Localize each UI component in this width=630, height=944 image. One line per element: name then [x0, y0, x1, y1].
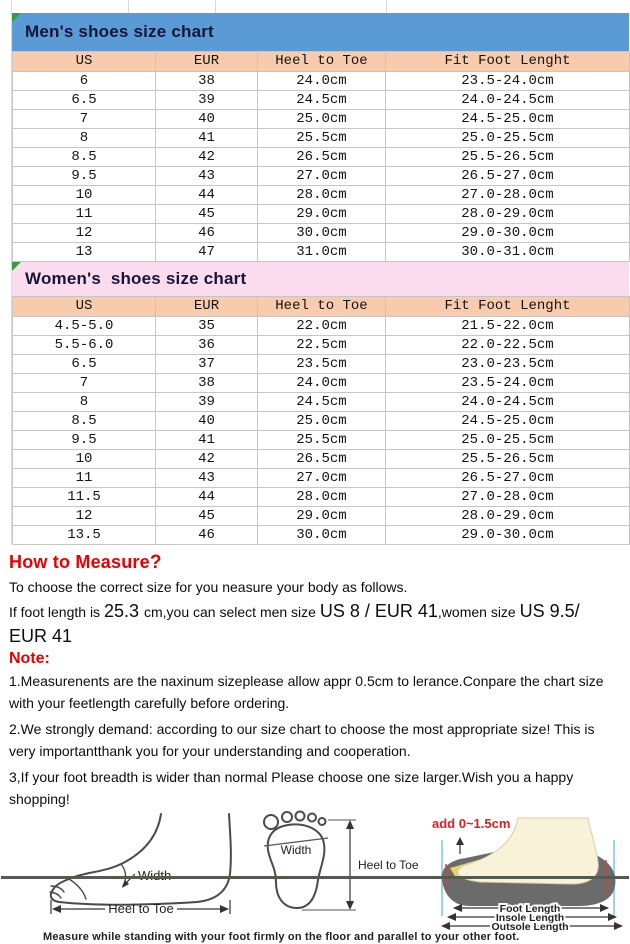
table-row [13, 317, 630, 336]
table-cell: 41 [156, 431, 258, 450]
table-cell: 22.0cm [258, 317, 386, 336]
table-row [13, 224, 630, 243]
column-header-heel-to-toe: Heel to Toe [258, 297, 386, 317]
women-size-table-body [13, 317, 630, 545]
table-cell: 23.5-24.0cm [386, 374, 630, 393]
table-cell: 45 [156, 205, 258, 224]
column-header-eur: EUR [156, 297, 258, 317]
column-header-fit-foot-length: Fit Foot Lenght [386, 297, 630, 317]
table-cell: 37 [156, 355, 258, 374]
column-header-row [13, 52, 630, 72]
example-seg: If foot length is [9, 604, 104, 620]
table-cell: 29.0-30.0cm [386, 526, 630, 545]
table-row [13, 205, 630, 224]
measurement-diagrams [1, 812, 629, 933]
table-cell: 24.0-24.5cm [386, 91, 630, 110]
table-cell: 10 [13, 186, 156, 205]
table-cell: 41 [156, 129, 258, 148]
women-size-table [12, 296, 630, 545]
add-allowance-label: add 0~1.5cm [432, 816, 511, 831]
table-cell: 35 [156, 317, 258, 336]
table-cell: 6.5 [13, 355, 156, 374]
table-cell: 31.0cm [258, 243, 386, 262]
table-cell: 44 [156, 488, 258, 507]
table-cell: 8 [13, 129, 156, 148]
table-cell: 45 [156, 507, 258, 526]
table-cell: 12 [13, 224, 156, 243]
table-row [13, 488, 630, 507]
table-cell: 25.0-25.5cm [386, 431, 630, 450]
table-row [13, 91, 630, 110]
table-row [13, 110, 630, 129]
table-cell: 38 [156, 374, 258, 393]
table-cell: 29.0-30.0cm [386, 224, 630, 243]
table-row [13, 336, 630, 355]
table-cell: 27.0-28.0cm [386, 488, 630, 507]
column-header-us: US [13, 52, 156, 72]
table-cell: 39 [156, 91, 258, 110]
table-cell: 40 [156, 412, 258, 431]
table-cell: 11 [13, 205, 156, 224]
table-cell: 7 [13, 110, 156, 129]
table-row [13, 469, 630, 488]
column-header-row [13, 297, 630, 317]
table-cell: 26.5-27.0cm [386, 469, 630, 488]
table-cell: 25.0-25.5cm [386, 129, 630, 148]
table-row [13, 431, 630, 450]
table-cell: 26.5cm [258, 450, 386, 469]
note-label: Note: [9, 650, 50, 667]
table-cell: 24.0-24.5cm [386, 393, 630, 412]
table-cell: 6.5 [13, 91, 156, 110]
table-cell: 46 [156, 526, 258, 545]
table-cell: 25.5cm [258, 431, 386, 450]
table-cell: 8 [13, 393, 156, 412]
table-row [13, 374, 630, 393]
table-cell: 10 [13, 450, 156, 469]
bottom-divider [1, 876, 629, 879]
table-cell: 42 [156, 450, 258, 469]
spreadsheet-gridline-strip [1, 0, 629, 13]
table-cell: 46 [156, 224, 258, 243]
table-cell: 24.5cm [258, 393, 386, 412]
excel-marker-icon [12, 262, 21, 271]
column-header-us: US [13, 297, 156, 317]
example-foot-length: 25.3 [103, 601, 144, 621]
table-cell: 23.5-24.0cm [386, 72, 630, 91]
table-cell: 7 [13, 374, 156, 393]
women-chart-header [12, 262, 629, 296]
size-chart-image [1, 0, 629, 943]
table-cell: 12 [13, 507, 156, 526]
table-cell: 38 [156, 72, 258, 91]
women-chart-title: Women's shoes size chart [25, 269, 247, 288]
gridline [128, 0, 129, 13]
table-cell: 42 [156, 148, 258, 167]
note-item-3: 3,If your foot breadth is wider than normal Please choose one size larger.Wish you a happy shopping! [9, 769, 574, 807]
table-cell: 43 [156, 167, 258, 186]
table-cell: 21.5-22.0cm [386, 317, 630, 336]
table-cell: 13.5 [13, 526, 156, 545]
table-cell: 27.0cm [258, 167, 386, 186]
table-cell: 24.5-25.0cm [386, 110, 630, 129]
table-row [13, 450, 630, 469]
example-men-size: US 8 / EUR 41 [319, 601, 438, 621]
table-cell: 47 [156, 243, 258, 262]
table-cell: 25.0cm [258, 110, 386, 129]
table-row [13, 72, 630, 91]
table-cell: 30.0-31.0cm [386, 243, 630, 262]
table-cell: 28.0cm [258, 488, 386, 507]
excel-marker-icon [12, 13, 21, 22]
table-row [13, 507, 630, 526]
table-cell: 22.0-22.5cm [386, 336, 630, 355]
question-mark: ? [149, 552, 162, 573]
table-cell: 27.0cm [258, 469, 386, 488]
table-row [13, 412, 630, 431]
men-size-table-head [13, 52, 630, 72]
size-example-line [9, 599, 621, 649]
table-cell: 25.0cm [258, 412, 386, 431]
side-foot-length-label: Heel to Toe [108, 901, 174, 916]
table-row [13, 129, 630, 148]
note-item-1: 1.Measurenents are the naxinum sizeplease allow appr 0.5cm to lerance.Conpare the chart size with your feetlength carefully before ordering. [9, 673, 604, 711]
column-header-eur: EUR [156, 52, 258, 72]
table-row [13, 393, 630, 412]
table-cell: 28.0-29.0cm [386, 507, 630, 526]
foot-length-label: Foot Length [499, 903, 561, 915]
table-cell: 8.5 [13, 148, 156, 167]
table-row [13, 186, 630, 205]
table-cell: 25.5-26.5cm [386, 450, 630, 469]
note-item-2: 2.We strongly demand: according to our size chart to choose the most appropriate size! This is very importantthank you for your understanding and cooperation. [9, 721, 595, 759]
table-cell: 23.0-23.5cm [386, 355, 630, 374]
table-cell: 39 [156, 393, 258, 412]
table-cell: 29.0cm [258, 507, 386, 526]
measure-intro-text: To choose the correct size for you neasure your body as follows. [9, 579, 408, 595]
footprint-diagram [240, 812, 425, 916]
gridline [215, 0, 216, 13]
men-chart-header [12, 13, 629, 51]
table-cell: 24.5cm [258, 91, 386, 110]
table-cell: 5.5-6.0 [13, 336, 156, 355]
insole-length-label: Insole Length [495, 912, 565, 924]
men-size-table [12, 51, 630, 262]
table-cell: 26.5-27.0cm [386, 167, 630, 186]
table-cell: 40 [156, 110, 258, 129]
table-row [13, 148, 630, 167]
measure-caption: Measure while standing with your foot firmly on the floor and parallel to your other foot. [43, 931, 520, 943]
table-cell: 23.5cm [258, 355, 386, 374]
table-cell: 25.5cm [258, 129, 386, 148]
how-to-measure-heading [9, 551, 621, 574]
men-chart-title: Men's shoes size chart [25, 22, 214, 41]
example-women-size: US 9.5/ EUR 41 [9, 601, 580, 646]
table-cell: 36 [156, 336, 258, 355]
side-foot-diagram [25, 812, 235, 916]
how-to-measure-heading-text: How to Measure [9, 552, 150, 572]
example-seg: ,women size [437, 604, 520, 620]
table-cell: 26.5cm [258, 148, 386, 167]
table-cell: 13 [13, 243, 156, 262]
notes-list [9, 670, 621, 810]
outsole-length-label: Outsole Length [491, 921, 569, 933]
table-cell: 9.5 [13, 431, 156, 450]
table-cell: 4.5-5.0 [13, 317, 156, 336]
table-cell: 28.0cm [258, 186, 386, 205]
table-cell: 22.5cm [258, 336, 386, 355]
table-cell: 30.0cm [258, 224, 386, 243]
women-size-table-head [13, 297, 630, 317]
table-cell: 30.0cm [258, 526, 386, 545]
table-cell: 27.0-28.0cm [386, 186, 630, 205]
table-cell: 8.5 [13, 412, 156, 431]
measure-section [1, 545, 629, 810]
table-cell: 25.5-26.5cm [386, 148, 630, 167]
table-cell: 9.5 [13, 167, 156, 186]
footprint-length-label: Heel to Toe [358, 858, 419, 872]
table-cell: 24.0cm [258, 374, 386, 393]
shoe-length-diagram [430, 812, 625, 933]
table-cell: 28.0-29.0cm [386, 205, 630, 224]
table-cell: 43 [156, 469, 258, 488]
table-row [13, 243, 630, 262]
footprint-width-label: Width [280, 843, 312, 857]
table-row [13, 355, 630, 374]
column-header-fit-foot-length: Fit Foot Lenght [386, 52, 630, 72]
table-cell: 11 [13, 469, 156, 488]
table-row [13, 167, 630, 186]
table-row [13, 526, 630, 545]
table-cell: 11.5 [13, 488, 156, 507]
example-seg: cm,you can select men size [144, 604, 320, 620]
gridline [386, 0, 387, 13]
table-cell: 44 [156, 186, 258, 205]
men-size-table-body [13, 72, 630, 262]
column-header-heel-to-toe: Heel to Toe [258, 52, 386, 72]
table-cell: 6 [13, 72, 156, 91]
table-cell: 24.5-25.0cm [386, 412, 630, 431]
table-cell: 24.0cm [258, 72, 386, 91]
table-cell: 29.0cm [258, 205, 386, 224]
